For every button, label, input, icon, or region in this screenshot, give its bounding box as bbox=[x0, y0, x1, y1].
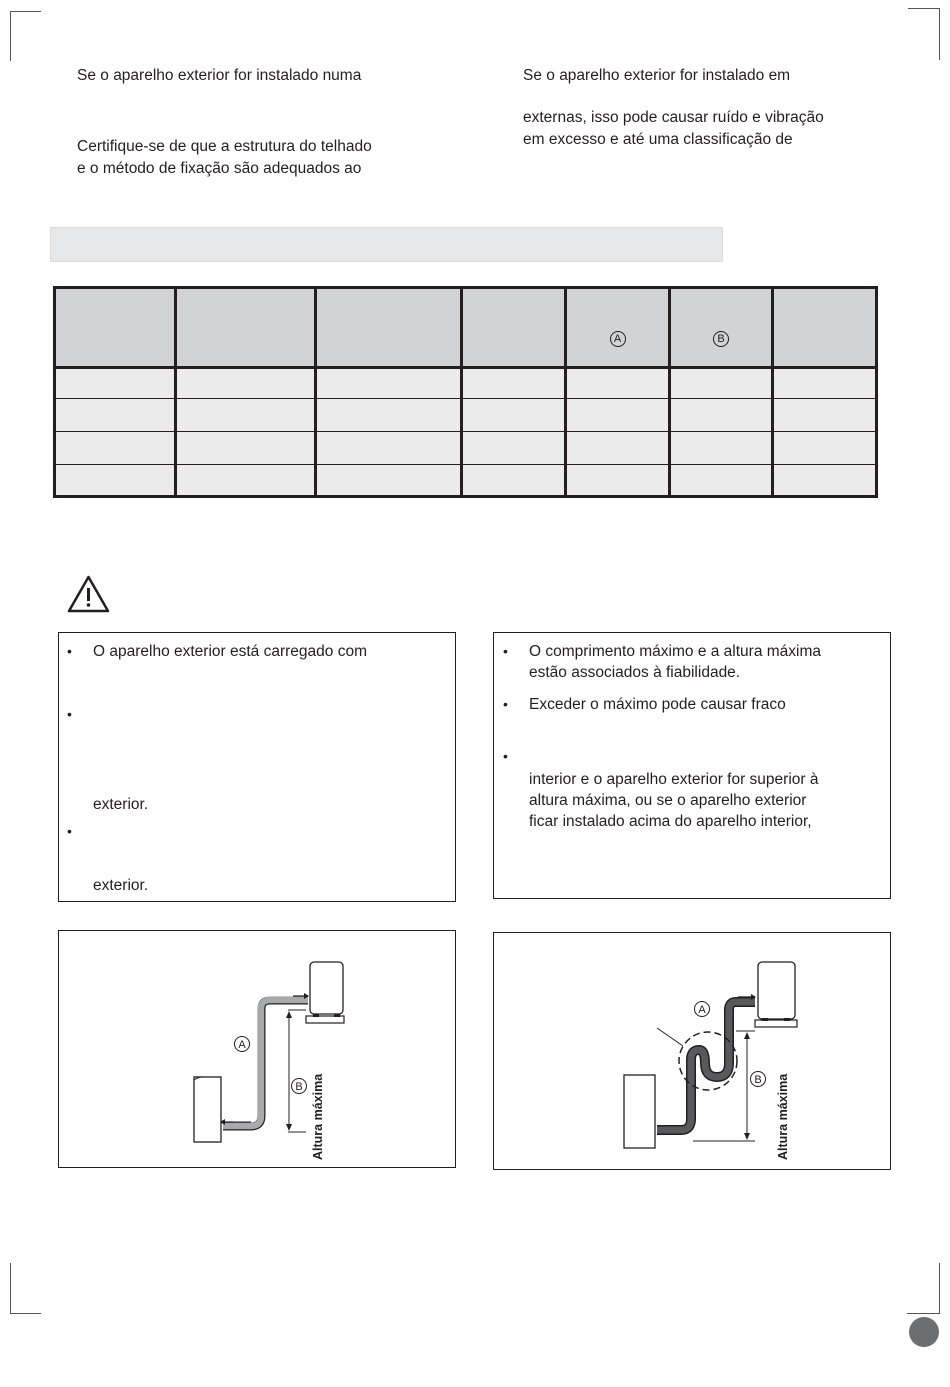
crop-mark-bottom-right-h bbox=[907, 1313, 940, 1314]
caution-right-bullet-1-line-1: O comprimento máximo e a altura máxima bbox=[529, 643, 822, 660]
table-header-cell bbox=[316, 288, 462, 368]
intro-left-line-1: Se o aparelho exterior for instalado numa bbox=[77, 67, 362, 84]
table-cell bbox=[55, 399, 176, 432]
table-cell bbox=[773, 465, 877, 497]
caution-right-bullet-2-line-1: Exceder o máximo pode causar fraco bbox=[529, 696, 786, 713]
table-cell bbox=[670, 399, 773, 432]
table-cell bbox=[316, 399, 462, 432]
table-cell bbox=[176, 465, 316, 497]
table-cell bbox=[462, 465, 566, 497]
caution-right-bullet-1-line-2: estão associados à fiabilidade. bbox=[529, 664, 741, 681]
intro-left-para2-line-1: Certifique-se de que a estrutura do telhado bbox=[77, 138, 372, 155]
bullet-symbol: • bbox=[503, 696, 508, 712]
table-cell bbox=[176, 399, 316, 432]
crop-mark-bottom-right-v bbox=[939, 1263, 940, 1314]
table-cell bbox=[670, 432, 773, 465]
crop-mark-top-right-h bbox=[908, 8, 940, 9]
intro-right-line-2: externas, isso pode causar ruído e vibração bbox=[523, 109, 824, 126]
table-cell bbox=[55, 465, 176, 497]
indoor-unit bbox=[624, 1075, 655, 1148]
table-cell bbox=[462, 368, 566, 399]
table-cell bbox=[316, 465, 462, 497]
outdoor-unit bbox=[306, 962, 344, 1023]
table-cell bbox=[773, 399, 877, 432]
pipe-spec-table bbox=[53, 286, 878, 498]
bullet-symbol: • bbox=[67, 643, 72, 659]
table-cell bbox=[670, 368, 773, 399]
refrigerant-pipe-with-trap bbox=[657, 1002, 755, 1130]
indoor-unit bbox=[194, 1077, 221, 1142]
table-header-cell bbox=[176, 288, 316, 368]
height-label: Altura máxima bbox=[776, 1073, 790, 1160]
caution-right-bullet-3-line-4: ficar instalado acima do aparelho interior, bbox=[529, 813, 812, 830]
label-a-text: A bbox=[238, 1039, 246, 1051]
table-header-cell bbox=[462, 288, 566, 368]
caution-left-bullet-1: O aparelho exterior está carregado com bbox=[93, 643, 367, 660]
intro-left-para2-line-2: e o método de fixação são adequados ao bbox=[77, 160, 362, 177]
crop-mark-bottom-left-v bbox=[10, 1263, 11, 1314]
intro-right-line-1: Se o aparelho exterior for instalado em bbox=[523, 67, 791, 84]
table-cell bbox=[670, 465, 773, 497]
table-cell bbox=[773, 432, 877, 465]
section-heading-bar bbox=[50, 227, 723, 262]
table-cell bbox=[566, 432, 670, 465]
table-header-cell bbox=[55, 288, 176, 368]
oil-trap-leader-line bbox=[657, 1028, 683, 1046]
table-cell bbox=[176, 368, 316, 399]
bullet-symbol: • bbox=[503, 643, 508, 659]
table-header-cell-a bbox=[566, 288, 670, 368]
outdoor-unit bbox=[755, 962, 797, 1027]
table-cell bbox=[462, 399, 566, 432]
pipe-diagram-right bbox=[493, 932, 891, 1170]
table-cell bbox=[773, 368, 877, 399]
table-cell bbox=[316, 368, 462, 399]
table-header-cell bbox=[773, 288, 877, 368]
table-cell bbox=[566, 368, 670, 399]
label-a-text: A bbox=[698, 1004, 706, 1016]
circle-b-label: B bbox=[713, 331, 729, 347]
label-b-text: B bbox=[295, 1081, 303, 1093]
table-row bbox=[55, 399, 877, 432]
table-cell bbox=[176, 432, 316, 465]
table-cell bbox=[566, 465, 670, 497]
height-dimension bbox=[286, 1010, 306, 1132]
table-cell bbox=[316, 432, 462, 465]
caution-box-left bbox=[58, 632, 456, 902]
table-cell bbox=[55, 432, 176, 465]
label-b-text: B bbox=[754, 1074, 762, 1086]
warning-triangle-icon bbox=[66, 574, 111, 614]
caution-left-bullet-2-end: exterior. bbox=[93, 796, 149, 813]
page-number-badge bbox=[909, 1317, 939, 1347]
table-header-cell-b bbox=[670, 288, 773, 368]
bullet-symbol: • bbox=[67, 706, 72, 722]
crop-mark-top-left-v bbox=[10, 11, 11, 61]
bullet-symbol: • bbox=[503, 748, 508, 764]
circle-a-label: A bbox=[610, 331, 626, 347]
table-header-row bbox=[55, 288, 877, 368]
pipe-diagram-left bbox=[58, 930, 456, 1168]
table-row bbox=[55, 368, 877, 399]
table-row bbox=[55, 465, 877, 497]
crop-mark-top-right-v bbox=[939, 8, 940, 60]
table-cell bbox=[566, 399, 670, 432]
crop-mark-top-left-h bbox=[10, 11, 41, 12]
bullet-symbol: • bbox=[67, 823, 72, 839]
crop-mark-bottom-left-h bbox=[10, 1313, 41, 1314]
caution-left-bullet-3-end: exterior. bbox=[93, 877, 149, 894]
caution-right-bullet-3-line-2: interior e o aparelho exterior for superior à bbox=[529, 771, 819, 788]
refrigerant-pipe bbox=[223, 996, 308, 1126]
intro-right-line-3: em excesso e até uma classificação de bbox=[523, 131, 793, 148]
height-label: Altura máxima bbox=[311, 1073, 325, 1160]
table-row bbox=[55, 432, 877, 465]
table-cell bbox=[55, 368, 176, 399]
caution-right-bullet-3-line-3: altura máxima, ou se o aparelho exterior bbox=[529, 792, 807, 809]
table-cell bbox=[462, 432, 566, 465]
